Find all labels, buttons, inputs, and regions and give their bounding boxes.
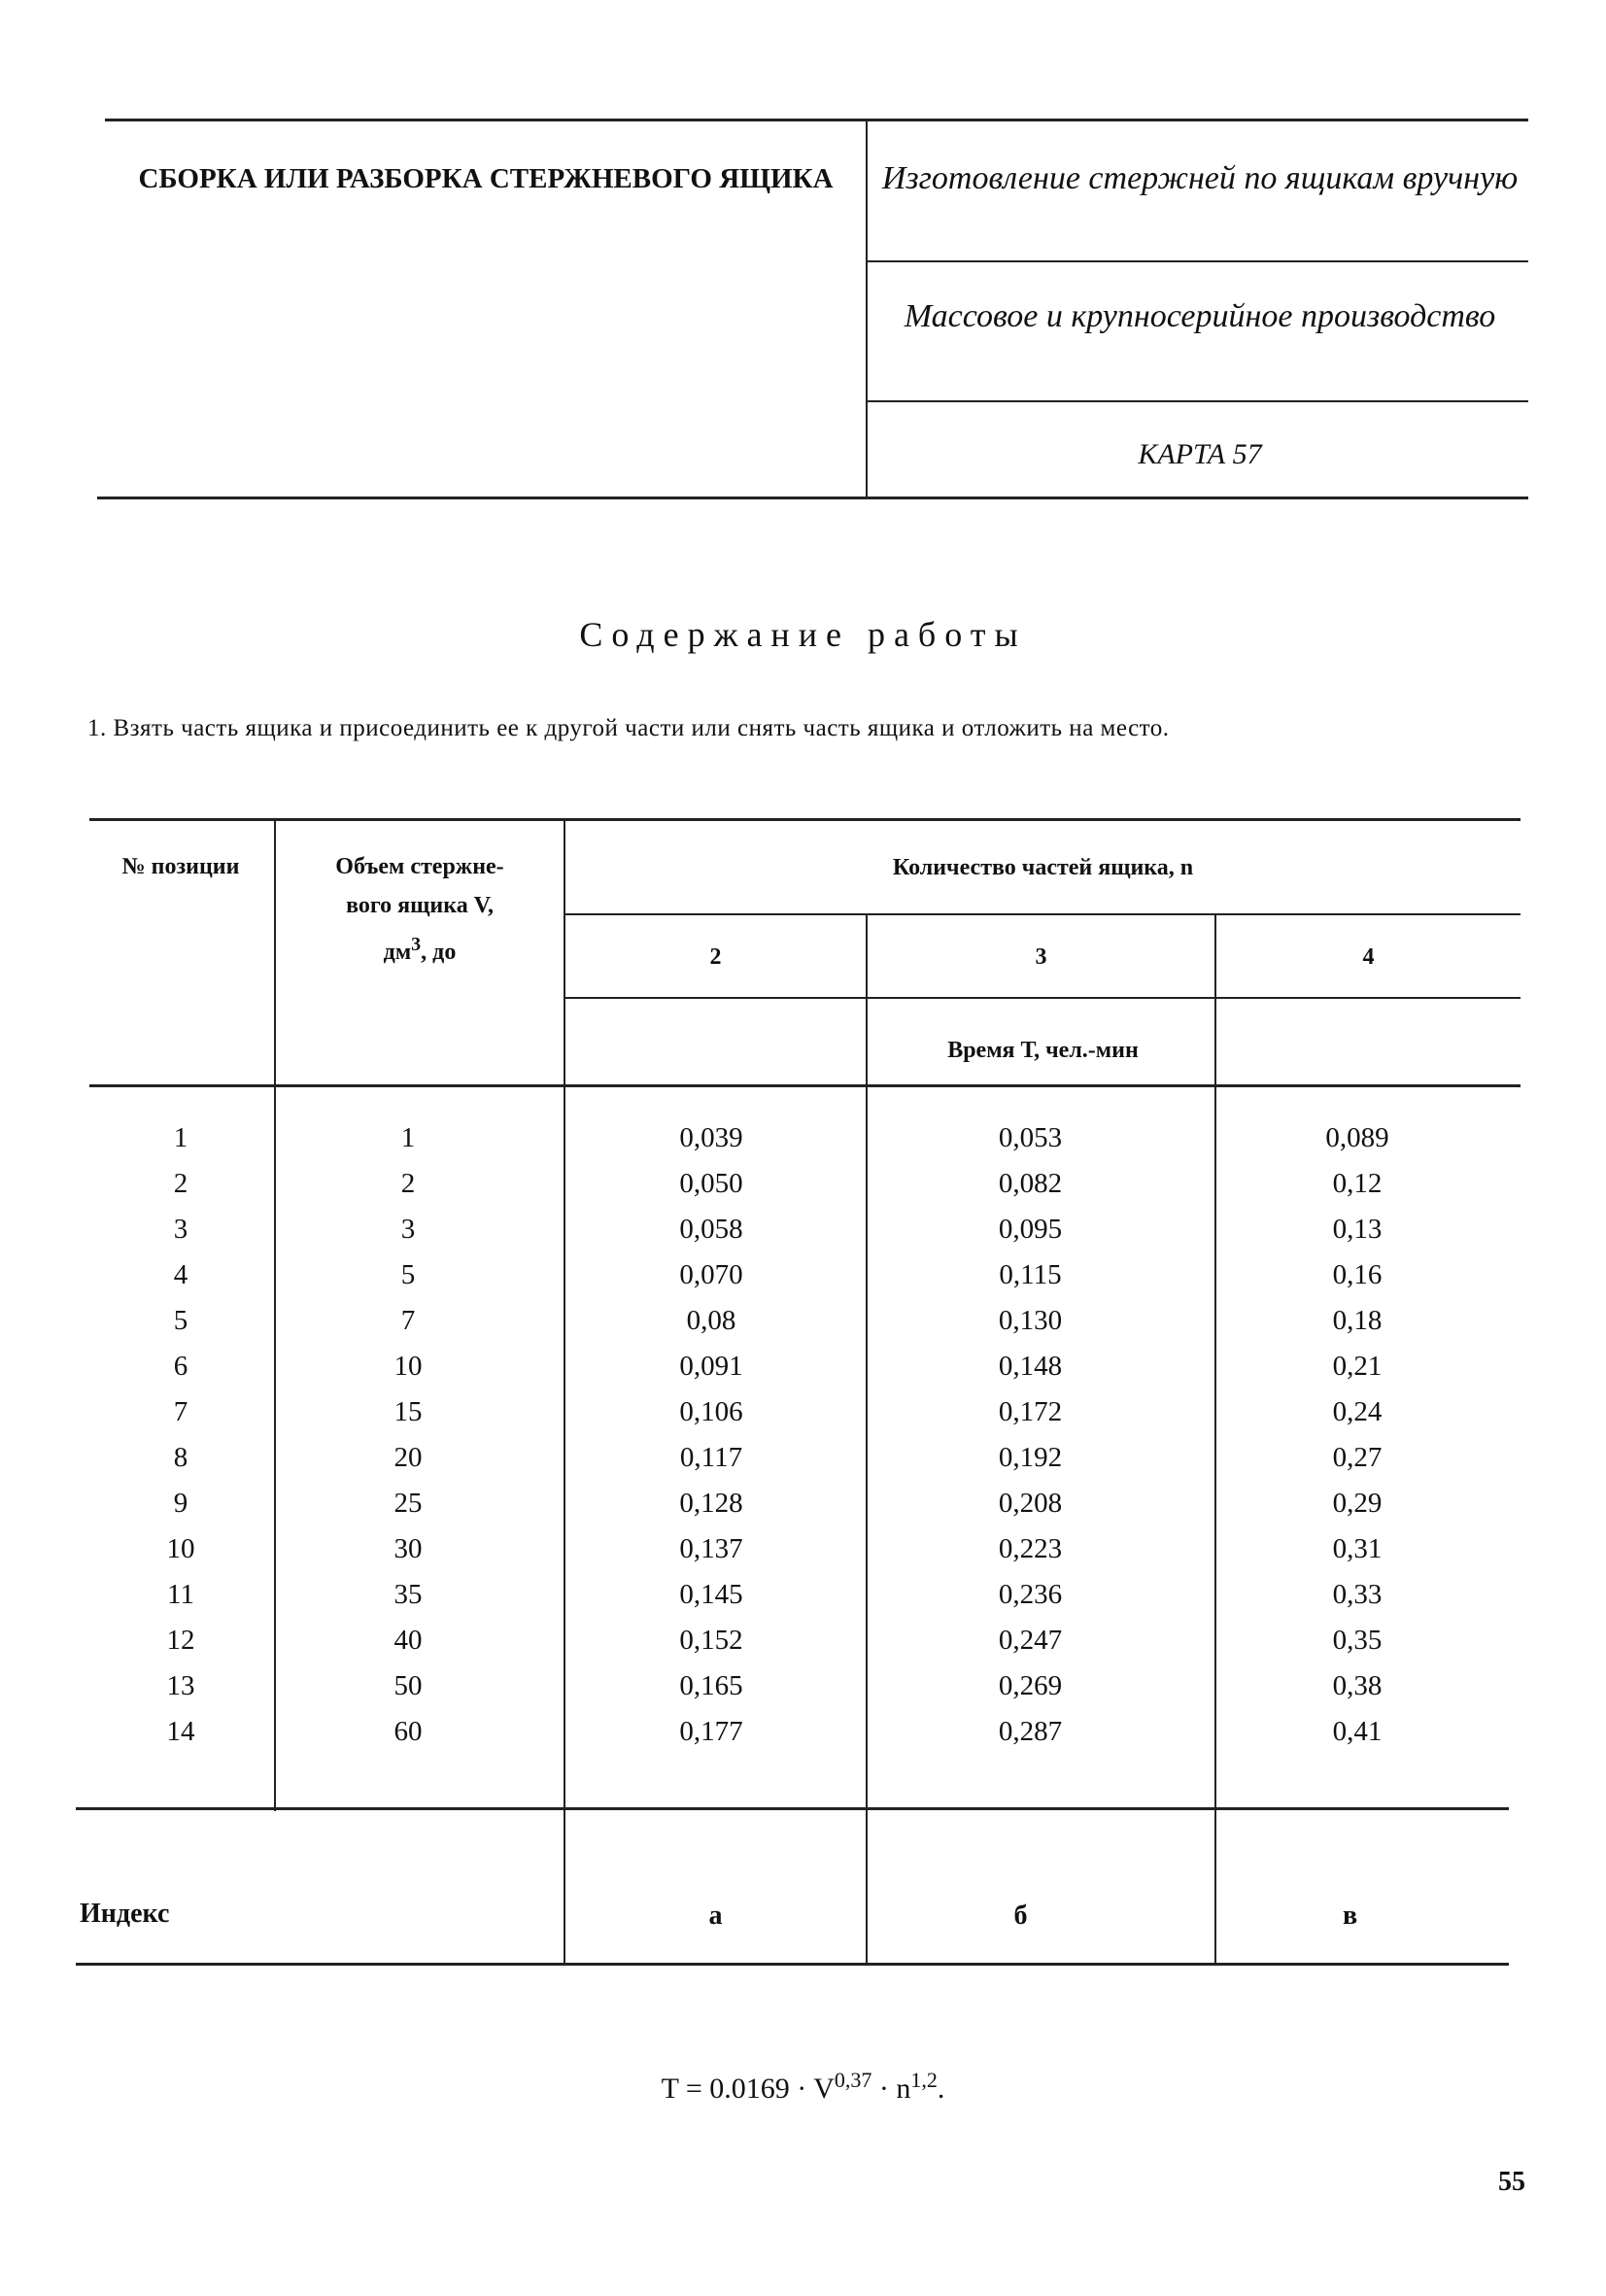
cell-t3: 0,269 — [998, 1670, 1063, 1701]
cell-v: 5 — [400, 1259, 416, 1290]
index-b: б — [1013, 1901, 1028, 1931]
volume-unit: дм — [383, 940, 412, 965]
cell-t3: 0,082 — [998, 1168, 1063, 1199]
cell-t2: 0,106 — [679, 1396, 743, 1427]
parts-2: 2 — [709, 944, 722, 970]
parts-rule — [564, 913, 1521, 915]
cell-pos: 7 — [173, 1396, 188, 1427]
cell-t2: 0,128 — [679, 1488, 743, 1519]
cell-t4: 0,24 — [1332, 1396, 1383, 1427]
cell-t3: 0,172 — [998, 1396, 1063, 1427]
formula-mid: · n — [871, 2073, 911, 2105]
cell-t2: 0,08 — [686, 1305, 736, 1336]
table-header-bottom-rule — [89, 1084, 1521, 1087]
cell-t3: 0,053 — [998, 1122, 1063, 1153]
cell-t3: 0,130 — [998, 1305, 1063, 1336]
cell-pos: 12 — [166, 1625, 195, 1656]
cell-pos: 2 — [173, 1168, 188, 1199]
cell-t3: 0,095 — [998, 1214, 1063, 1245]
cell-t2: 0,091 — [679, 1351, 743, 1382]
cell-v: 1 — [400, 1122, 416, 1153]
cell-v: 2 — [400, 1168, 416, 1199]
cell-v: 25 — [393, 1488, 423, 1519]
cell-t4: 0,35 — [1332, 1625, 1383, 1656]
cell-t2: 0,152 — [679, 1625, 743, 1656]
formula-suffix: . — [937, 2073, 945, 2105]
col-header-volume — [276, 847, 564, 972]
cell-pos: 14 — [166, 1716, 195, 1747]
cell-pos: 5 — [173, 1305, 188, 1336]
instruction-text: 1. Взять часть ящика и присоединить ее к другой части или снять часть ящика и отложить на место. — [87, 715, 1170, 741]
volume-unit-suffix: , до — [421, 940, 457, 965]
header-top-rule — [105, 119, 1528, 121]
cell-v: 15 — [393, 1396, 423, 1427]
cell-t3: 0,115 — [999, 1259, 1062, 1290]
header-rule-2 — [866, 400, 1528, 402]
cell-pos: 10 — [166, 1533, 195, 1564]
cell-t3: 0,236 — [998, 1579, 1063, 1610]
table-bottom-rule — [76, 1963, 1509, 1966]
cell-v: 35 — [393, 1579, 423, 1610]
cell-pos: 8 — [173, 1442, 188, 1473]
cell-t4: 0,16 — [1332, 1259, 1383, 1290]
time-label: Время Т, чел.-мин — [947, 1038, 1139, 1063]
index-label: Индекс — [80, 1899, 170, 1929]
parts-4: 4 — [1362, 944, 1375, 970]
cell-t2: 0,165 — [679, 1670, 743, 1701]
cell-t4: 0,21 — [1332, 1351, 1383, 1382]
cell-t3: 0,208 — [998, 1488, 1063, 1519]
cell-t2: 0,145 — [679, 1579, 743, 1610]
cell-t3: 0,192 — [998, 1442, 1063, 1473]
cell-pos: 13 — [166, 1670, 195, 1701]
cell-t4: 0,13 — [1332, 1214, 1383, 1245]
cell-t4: 0,33 — [1332, 1579, 1383, 1610]
cell-pos: 4 — [173, 1259, 188, 1290]
cell-t4: 0,18 — [1332, 1305, 1383, 1336]
cell-v: 60 — [393, 1716, 423, 1747]
cell-t3: 0,223 — [998, 1533, 1063, 1564]
production-type: Массовое и крупносерийное производство — [904, 298, 1496, 334]
page-number: 55 — [1498, 2167, 1525, 2197]
volume-unit-exp: 3 — [411, 934, 422, 955]
formula — [0, 2068, 1606, 2106]
cell-v: 7 — [400, 1305, 416, 1336]
parts-3: 3 — [1035, 944, 1047, 970]
cell-t2: 0,050 — [679, 1168, 743, 1199]
col-header-position-label: № позиции — [121, 854, 240, 879]
header-bottom-rule — [97, 497, 1528, 499]
cell-t4: 0,41 — [1332, 1716, 1383, 1747]
index-top-rule — [76, 1807, 1509, 1810]
cell-t2: 0,039 — [679, 1122, 743, 1153]
col-header-volume-line1: Объем стержне- — [335, 854, 504, 879]
cell-t4: 0,12 — [1332, 1168, 1383, 1199]
index-a: а — [708, 1901, 723, 1931]
cell-t2: 0,137 — [679, 1533, 743, 1564]
cell-t2: 0,058 — [679, 1214, 743, 1245]
cell-t2: 0,117 — [679, 1442, 743, 1473]
cell-t4: 0,31 — [1332, 1533, 1383, 1564]
col-header-parts: Количество частей ящика, n — [892, 855, 1194, 880]
parts-numbers-rule — [564, 997, 1521, 999]
process-name: Изготовление стержней по ящикам вручную — [881, 160, 1519, 196]
cell-pos: 9 — [173, 1488, 188, 1519]
cell-v: 50 — [393, 1670, 423, 1701]
formula-v-exp: 0,37 — [834, 2068, 872, 2092]
index-c: в — [1342, 1901, 1358, 1931]
header-rule-1 — [866, 260, 1528, 262]
col-header-volume-line3 — [276, 925, 564, 972]
cell-v: 30 — [393, 1533, 423, 1564]
cell-pos: 11 — [167, 1579, 194, 1610]
cell-v: 40 — [393, 1625, 423, 1656]
section-title: Содержание работы — [579, 615, 1027, 654]
cell-t4: 0,089 — [1325, 1122, 1389, 1153]
cell-v: 20 — [393, 1442, 423, 1473]
cell-t4: 0,29 — [1332, 1488, 1383, 1519]
cell-t2: 0,070 — [679, 1259, 743, 1290]
operation-title: СБОРКА ИЛИ РАЗБОРКА СТЕРЖНЕВОГО ЯЩИКА — [138, 163, 834, 194]
cell-t3: 0,287 — [998, 1716, 1063, 1747]
cell-t3: 0,247 — [998, 1625, 1063, 1656]
cell-pos: 3 — [173, 1214, 188, 1245]
formula-prefix: T = 0.0169 · V — [661, 2073, 835, 2105]
header-divider — [866, 120, 868, 499]
cell-t4: 0,38 — [1332, 1670, 1383, 1701]
cell-t3: 0,148 — [998, 1351, 1063, 1382]
cell-t4: 0,27 — [1332, 1442, 1383, 1473]
table-top-rule — [89, 818, 1521, 821]
card-number: КАРТА 57 — [1138, 438, 1262, 470]
cell-v: 3 — [400, 1214, 416, 1245]
formula-n-exp: 1,2 — [910, 2068, 938, 2092]
cell-pos: 6 — [173, 1351, 188, 1382]
cell-pos: 1 — [173, 1122, 188, 1153]
col-header-volume-line2: вого ящика V, — [346, 893, 494, 918]
col-header-position — [89, 847, 272, 886]
cell-t2: 0,177 — [679, 1716, 743, 1747]
cell-v: 10 — [393, 1351, 423, 1382]
